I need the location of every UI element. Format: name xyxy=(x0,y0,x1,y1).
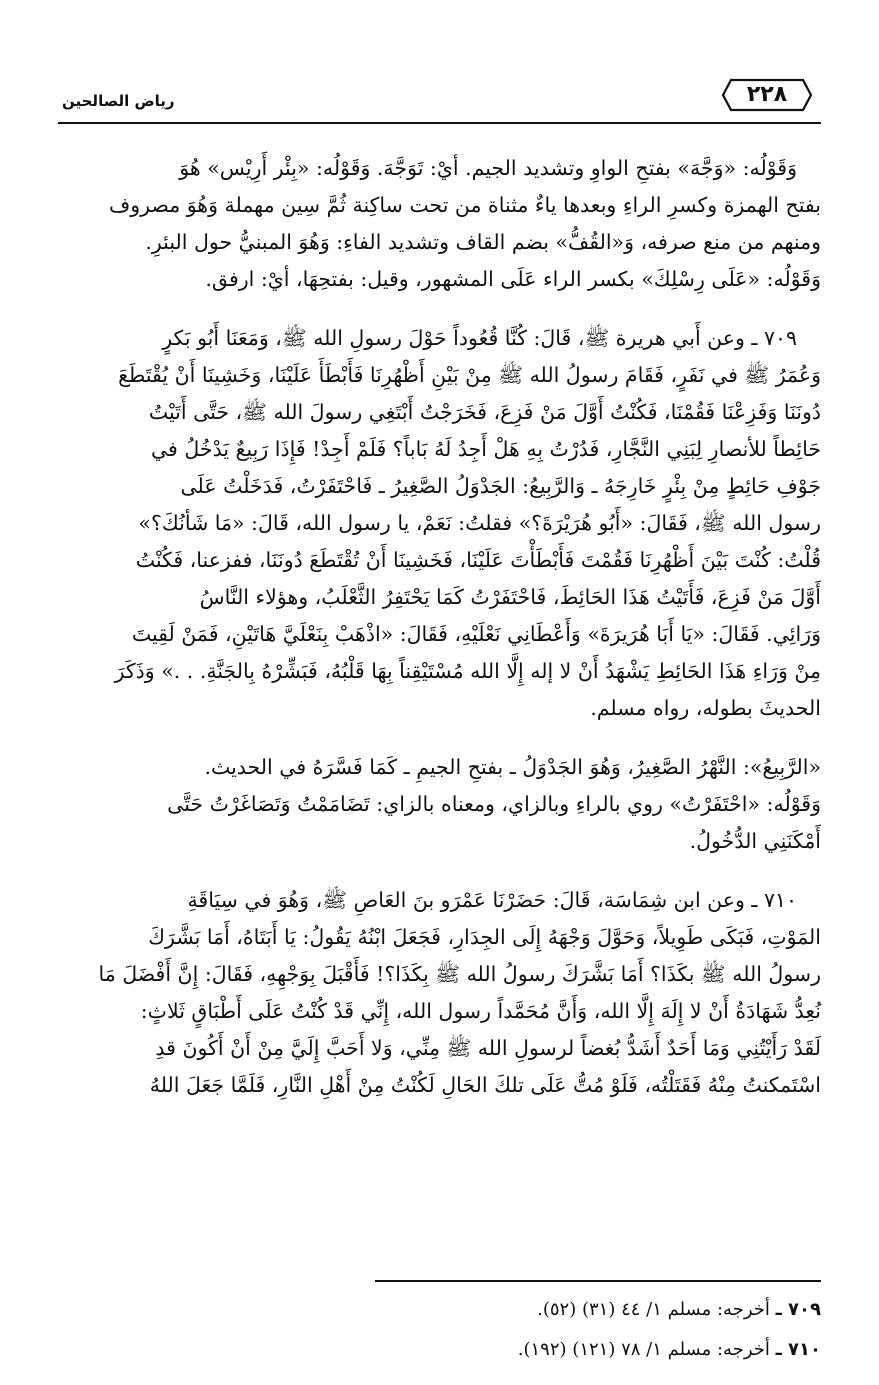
text-line: بفتح الهمزة وكسرِ الراءِ وبعدها ياءٌ مثناة من تحت ساكِنة ثُمَّ سِين مهملة وَهُوَ مصروف xyxy=(108,193,821,217)
text-line: وَعُمَرُ ﷺ في نَفَرٍ، فَقَامَ رسولُ الله ﷺ مِنْ بَيْنِ أَظْهُرِنَا فَأَبْطَأَ عَلَيْنَا، وَخَشِينَا أَنْ يُقْتَطَعَ xyxy=(118,363,821,387)
hadith-709 xyxy=(58,320,821,727)
text-line: ومنهم من منع صرفه، وَ«القُفُّ» بضم القاف وتشديد الفاءِ: وَهُوَ المبنيُّ حول البئرِ. xyxy=(145,230,821,254)
text-line: رسول الله ﷺ، فَقَالَ: «أَبُو هُرَيْرَةَ؟» فقلتُ: نَعَمْ، يا رسول الله، قَالَ: «مَا شَأنُكَ؟» xyxy=(138,511,821,535)
page-number: ٢٢٨ xyxy=(746,82,788,107)
main-text xyxy=(58,150,821,1104)
text-line: دُونَنَا وَفَزِعْنَا فَقُمْنَا، فَكُنْتُ أَوَّلَ مَنْ فَزِعَ، فَخَرَجْتُ أَبْتَغِي رسولَ الله ﷺ، حَتَّى أَتَيْتُ xyxy=(148,400,821,424)
text-line: أَوَّلَ مَنْ فَزِعَ، فَأَتَيْتُ هَذَا الحَائِطَ، فَاحْتَفَرْتُ كَمَا يَحْتَفِرُ الثَّعْلَبُ، وهؤلاء النَّاسُ xyxy=(199,585,821,609)
text-line: مِنْ وَرَاءِ هَذَا الحَائِطِ يَشْهَدُ أَنْ لا إله إِلَّا الله مُسْتَيْقِناً بِهَا قَلْبُهُ، فَبَشِّرْهُ بِالجَنَّةِ. . .» وَذَكَرَ xyxy=(114,659,821,683)
text-line: المَوْتِ، فَبَكَى طَوِيلاً، وَحَوَّلَ وَجْهَهُ إِلَى الجِدَارِ، فَجَعَلَ ابْنُهُ يَقُولُ: يَا أَبَتَاهُ، أَمَا بَشَّرَكَ xyxy=(148,925,821,949)
commentary-section-2 xyxy=(58,749,821,860)
text-line: وَرَائِي. فَقَالَ: «يَا أَبَا هُرَيرَةَ» وَأَعْطَانِي نَعْلَيْهِ، فَقَالَ: «اذْهَبْ بِنَعْلَيَّ هَاتَيْنِ، فَمَنْ لَقِيتَ xyxy=(131,622,821,646)
commentary-section-1 xyxy=(58,150,821,298)
page-number-badge xyxy=(721,78,813,112)
header-divider xyxy=(58,122,821,124)
book-title: رياض الصالحين xyxy=(62,92,175,110)
footnote-divider xyxy=(375,1280,821,1282)
footnote xyxy=(58,1290,821,1330)
text-line: ٧٠٩ ـ وعن أَبي هريرة ﷺ، قَالَ: كُنَّا قُعُوداً حَوْلَ رسولِ الله ﷺ، وَمَعَنَا أَبُو بَكرٍ xyxy=(162,326,797,350)
text-line: اسْتَمكنتُ مِنْهُ فَقَتَلْتُه، فَلَوْ مُتُّ عَلَى تلكَ الحَالِ لَكُنْتُ مِنْ أَهْلِ النَّارِ، فَلَمَّا جَعَلَ اللهُ xyxy=(149,1073,821,1097)
text-line: وَقَوْلُه: «وَجَّهَ» بفتحِ الواوِ وتشديد الجيم. أيْ: تَوَجَّهَ. وَقَوْلُه: «بِئْر أَرِيْس» هُوَ xyxy=(179,156,797,180)
text-line: أَمْكَنَنِي الدُّخُولُ. xyxy=(689,829,821,853)
footnote xyxy=(58,1330,821,1370)
footnote-text: أخرجه: مسلم ١/ ٤٤ (٣١) (٥٢). xyxy=(537,1299,770,1320)
page-header xyxy=(58,72,821,124)
text-line: وَقَوْلُه: «احْتَفَرْتُ» روي بالراءِ وبالزاي، ومعناه بالزاي: تَضَامَمْتُ وَتَصَاغَرْتُ حَتَّى xyxy=(167,792,821,816)
footnote-text: أخرجه: مسلم ١/ ٧٨ (١٢١) (١٩٢). xyxy=(517,1339,770,1360)
text-line: قُلْتُ: كُنْتَ بَيْنَ أَظْهُرِنَا فَقُمْتَ فَأَبْطَأْتَ عَلَيْنَا، فَخَشِينَا أَنْ تُقْتَطَعَ دُونَنَا، ففزعنا، فَكُنْتُ xyxy=(135,548,821,572)
footnote-number: ٧٠٩ ـ xyxy=(775,1299,821,1320)
footnotes xyxy=(58,1290,821,1370)
text-line: «الرَّبِيعُ»: النَّهْرُ الصَّغِيرُ، وَهُوَ الجَدْوَلُ ـ بفتحِ الجيمِ ـ كَمَا فَسَّرَهُ في الحديث. xyxy=(204,755,821,779)
text-line: ٧١٠ ـ وعن ابن شِمَاسَة، قَالَ: حَضَرْنَا عَمْرَو بنَ العَاصِ ﷺ، وَهُوَ في سِيَاقَةِ xyxy=(187,888,797,912)
text-line: رسولُ الله ﷺ بكَذَا؟ أَمَا بَشَّرَكَ رسولُ الله ﷺ بِكَذَا؟! فَأَقْبَلَ بِوَجْهِهِ، فَقَالَ: إِنَّ أَفْضَلَ مَا xyxy=(98,962,821,986)
text-line: وَقَوْلُه: «عَلَى رِسْلِكَ» بكسر الراء عَلَى المشهور، وقيل: بفتحِهَا، أيْ: ارفق. xyxy=(205,267,821,291)
footnote-number: ٧١٠ ـ xyxy=(775,1339,821,1360)
text-line: جَوْفِ حَائِطٍ مِنْ بِئْرٍ خَارِجَهُ ـ وَالرَّبِيعُ: الجَدْوَلُ الصَّغِيرُ ـ فَاحْتَفَرْتُ، فَدَخَلْتُ عَلَى xyxy=(180,474,821,498)
text-line: الحديثَ بطوله، رواه مسلم. xyxy=(590,696,821,720)
hadith-710 xyxy=(58,882,821,1104)
text-line: نُعِدُّ شَهَادَةُ أَنْ لا إِلَهَ إِلَّا الله، وَأَنَّ مُحَمَّداً رسول الله، إِنِّي قَدْ كُنْتُ عَلَى أَطْبَاقٍ ثَلاثٍ: xyxy=(140,999,821,1023)
text-line: حَائِطاً للأنصارِ لِبَنِي النَّجَّارِ، فَدُرْتُ بِهِ هَلْ أَجِدُ لَهُ بَاباً؟ فَلَمْ أَجِدْ! فَإِذَا رَبِيعٌ يَدْخُلُ في xyxy=(150,437,821,461)
text-line: لَقَدْ رَأَيْتُنِي وَمَا أَحَدٌ أَشَدُّ بُغضاً لرسولِ الله ﷺ مِنِّي، وَلا أَحَبَّ إِلَيَّ مِنْ أَنْ أَكُونَ قدِ xyxy=(155,1036,821,1060)
